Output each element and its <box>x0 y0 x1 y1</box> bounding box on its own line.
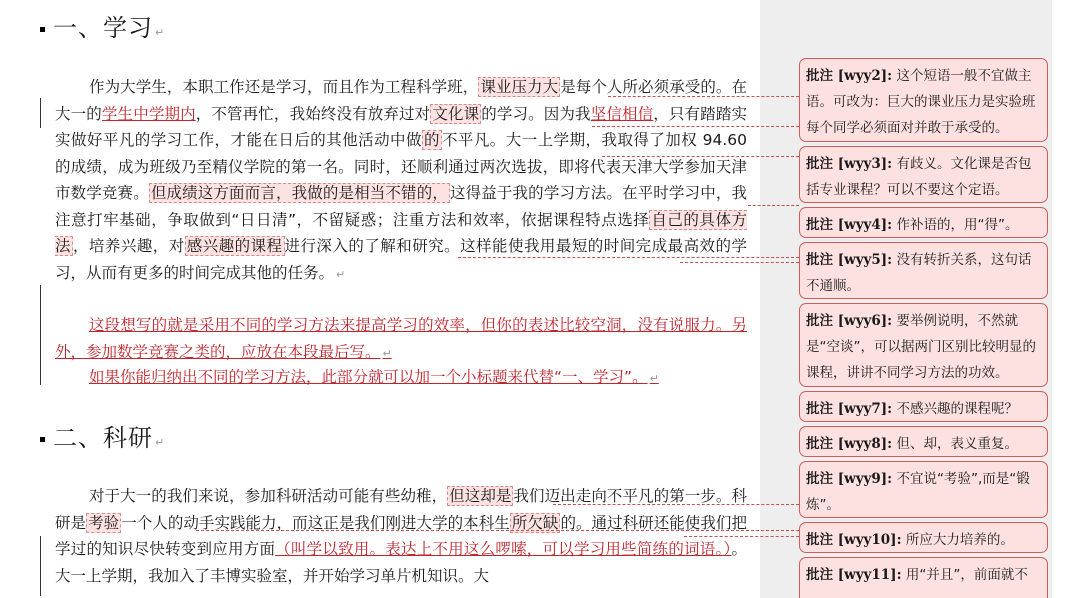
text-run: 对于大一的我们来说，参加科研活动可能有些幼稚， <box>89 487 448 505</box>
comment-author: 批注 [wyy8]: <box>806 436 893 452</box>
heading-research <box>40 418 165 453</box>
comment-leader-line <box>592 126 799 127</box>
comment-balloon-wyy4[interactable] <box>799 207 1048 238</box>
paragraph-mark: ↵ <box>382 346 392 360</box>
text-run: 。大一上学期，我加入了丰博实验室，并开始学习单片机知识。大 <box>55 540 747 585</box>
comment-balloon-wyy5[interactable] <box>799 242 1048 299</box>
heading-bullet <box>40 27 45 32</box>
comment-author: 批注 [wyy5]: <box>806 252 893 268</box>
tracked-insertion[interactable]: 学生中学期内 <box>101 104 196 123</box>
comment-leader-line <box>748 205 799 206</box>
text-run: 一个人的动手实践能力，而这正是我们刚进大学的本科生 <box>121 513 510 532</box>
comment-anchor-wyy7[interactable]: 感兴趣的课程 <box>186 237 283 255</box>
comment-anchor-wyy9[interactable]: 考验 <box>88 513 120 532</box>
comment-anchor-wyy2[interactable]: 课业压力大 <box>480 78 559 96</box>
comment-author: 批注 [wyy3]: <box>806 156 893 172</box>
paragraph-inserted-suggestion[interactable] <box>55 364 747 393</box>
comment-balloon-wyy11[interactable] <box>799 557 1048 598</box>
comment-text: 但、却，表义重复。 <box>896 436 1018 452</box>
text-run: 作为大学生，本职工作还是学习，而且作为工程科学班， <box>89 78 479 96</box>
comment-leader-line <box>196 530 799 531</box>
tracked-insertion[interactable]: 坚信相信 <box>590 104 654 123</box>
comment-leader-line <box>608 96 799 97</box>
comment-text: 有歧义。文化课是否包括专业课程？可以不要这个定语。 <box>806 156 1032 198</box>
text-run: 这得益于我的学习方法。在平时学习中，我注意打牢基础，争取做到“日日清”，不留疑惑；注重方法和效率，依据课程特点选择 <box>55 184 747 229</box>
paragraph-mark: ↵ <box>155 436 166 449</box>
text-run: ，不管再忙，我始终没有放弃过对 <box>195 104 431 123</box>
heading-study <box>40 8 165 43</box>
comment-balloon-wyy3[interactable] <box>799 146 1048 203</box>
text-run: 进行深入的了解和研究。这样能使我用最短的时间完成最高效的学习，从而有更多的时间完成其他的任务。 <box>55 237 747 282</box>
comment-balloon-wyy7[interactable] <box>799 391 1048 422</box>
paragraph-study[interactable] <box>55 74 747 288</box>
heading-study-text: 一、学习 <box>53 14 153 42</box>
text-run: 不平凡。大一上学期，我取得了加权 94.60 的成绩，成为班级乃至精仪学院的第一名。同时，还顺利通过两次选拔，即将代表天津大学参加天津市数学竞赛。 <box>55 131 747 202</box>
comment-balloon-wyy6[interactable] <box>799 303 1048 387</box>
page-edge <box>1052 0 1067 598</box>
comment-text: 不感兴趣的课程呢？ <box>896 401 1018 417</box>
paragraph-mark: ↵ <box>336 267 346 281</box>
comment-anchor-wyy4[interactable]: 的 <box>423 131 440 149</box>
comment-leader-line <box>680 262 799 263</box>
comment-anchor-wyy5[interactable]: 但成绩这方面而言，我做的是相当不错的， <box>150 184 448 202</box>
tracked-insertion[interactable]: （叫学以致用。表达上不用这么啰嗦，可以学习用些简练的词语。） <box>275 540 732 558</box>
comment-leader-line <box>602 156 799 157</box>
text-run: 的学习。因为我 <box>481 104 591 123</box>
heading-research-text: 二、科研 <box>53 424 153 452</box>
comment-author: 批注 [wyy6]: <box>806 313 893 329</box>
heading-bullet <box>40 437 45 442</box>
text-run: 的。通过科研还能使我们把学过的知识尽快转变到应用方面 <box>55 513 747 558</box>
comment-author: 批注 [wyy9]: <box>806 471 893 487</box>
comment-balloon-wyy10[interactable] <box>799 522 1048 553</box>
paragraph-research[interactable] <box>55 483 747 589</box>
change-bar <box>40 98 41 128</box>
comment-leader-line <box>553 504 799 505</box>
comment-text: 用“并且”，前面就不 <box>905 567 1028 583</box>
text-run: ，培养兴趣，对 <box>72 237 185 255</box>
comment-text: 作补语的，用“得”。 <box>896 217 1019 233</box>
text-run: 是每个人所必须承受的。在大一的 <box>55 78 747 123</box>
tracked-insertion: 如果你能归纳出不同的学习方法，此部分就可以加一个小标题来代替“一、学习”。 <box>89 368 648 386</box>
comment-author: 批注 [wyy4]: <box>806 217 893 233</box>
comment-text: 所应大力培养的。 <box>905 532 1014 548</box>
comment-balloon-wyy9[interactable] <box>799 461 1048 518</box>
change-bar <box>40 285 41 385</box>
comment-text: 不宜说“考验”,而是“锻炼”。 <box>806 471 1030 513</box>
comment-leader-line <box>684 536 799 537</box>
comment-anchor-wyy6[interactable]: 自己的具体方法 <box>55 210 747 255</box>
comment-author: 批注 [wyy7]: <box>806 401 893 417</box>
comment-text: 这个短语一般不宜做主语。可改为：巨大的课业压力是实验班每个同学必须面对并敢于承受的。 <box>806 68 1036 136</box>
change-bar <box>40 536 41 596</box>
comment-author: 批注 [wyy11]: <box>806 567 902 583</box>
text-run: 我们迈出走向不平凡的第一步。科研是 <box>55 487 747 532</box>
comment-author: 批注 [wyy2]: <box>806 68 893 84</box>
comment-text: 要举例说明，不然就是“空谈”，可以据两门区别比较明显的课程，讲讲不同学习方法的功效。 <box>806 313 1036 381</box>
comment-anchor-wyy8[interactable]: 但这却是 <box>449 487 512 505</box>
comment-leader-line <box>458 257 799 258</box>
comment-balloon-wyy2[interactable] <box>799 58 1048 142</box>
tracked-insertion: 这段想写的就是采用不同的学习方法来提高学习的效率，但你的表述比较空洞，没有说服力。另外，参加数学竞赛之类的，应放在本段最后写。 <box>55 316 747 361</box>
text-run: ，只有踏踏实实做好平凡的学习工作，才能在日后的其他活动中做 <box>55 104 747 149</box>
paragraph-inserted-note[interactable] <box>55 312 747 367</box>
paragraph-mark: ↵ <box>155 26 166 39</box>
paragraph-mark: ↵ <box>649 372 659 385</box>
comment-author: 批注 [wyy10]: <box>806 532 902 548</box>
comment-text: 没有转折关系，这句话不通顺。 <box>806 252 1032 294</box>
comment-anchor-wyy10[interactable]: 所欠缺 <box>511 513 559 532</box>
comment-anchor-wyy3[interactable]: 文化课 <box>432 104 480 123</box>
comment-balloon-wyy8[interactable] <box>799 426 1048 457</box>
